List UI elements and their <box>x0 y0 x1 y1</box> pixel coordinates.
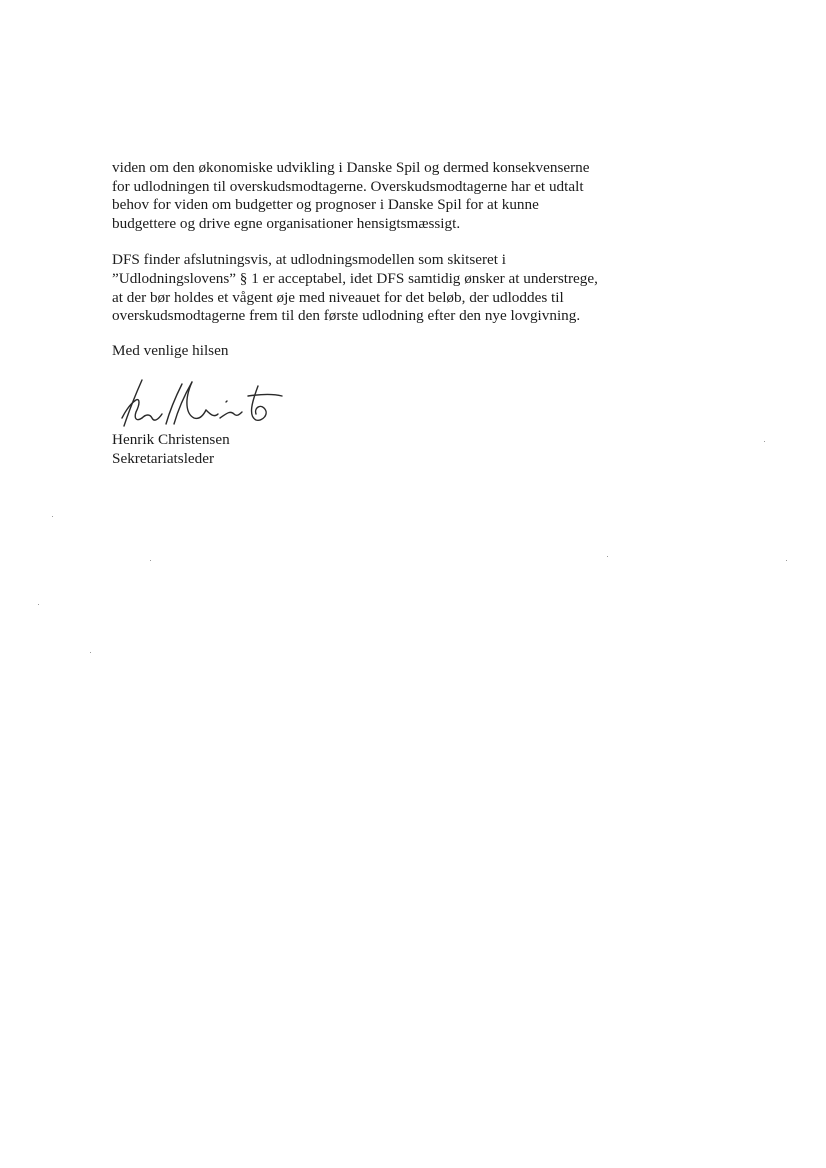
paragraph-line: budgettere og drive egne organisationer hensigtsmæssigt. <box>112 214 461 232</box>
paragraph-line: for udlodningen til overskudsmodtagerne. Overskudsmodtagerne har et udtalt <box>112 177 584 195</box>
scan-speck <box>150 560 151 561</box>
paragraph-line: at der bør holdes et vågent øje med niveauet for det beløb, der udloddes til <box>112 288 564 306</box>
paragraph-line: DFS finder afslutningsvis, at udlodningsmodellen som skitseret i <box>112 251 507 269</box>
paragraph-2 <box>112 251 672 325</box>
scan-speck <box>786 560 787 561</box>
paragraph-line: ”Udlodningslovens” § 1 er acceptabel, idet DFS samtidig ønsker at understrege, <box>112 269 598 287</box>
signer-name: Henrik Christensen <box>112 431 230 448</box>
scan-speck <box>38 604 39 605</box>
handwritten-signature <box>114 374 284 434</box>
paragraph-1 <box>112 159 672 233</box>
paragraph-line: behov for viden om budgetter og prognoser i Danske Spil for at kunne <box>112 196 539 214</box>
letter-body <box>112 159 672 360</box>
closing-salutation: Med venlige hilsen <box>112 341 229 359</box>
scan-speck <box>90 652 91 653</box>
scan-speck <box>607 556 608 557</box>
scan-speck <box>764 441 765 442</box>
paragraph-line: viden om den økonomiske udvikling i Danske Spil og dermed konsekvenserne <box>112 159 590 176</box>
signer-block <box>112 431 230 468</box>
paragraph-line: overskudsmodtagerne frem til den første udlodning efter den nye lovgivning. <box>112 307 581 325</box>
scan-speck <box>52 516 53 517</box>
signer-title: Sekretariatsleder <box>112 449 215 467</box>
